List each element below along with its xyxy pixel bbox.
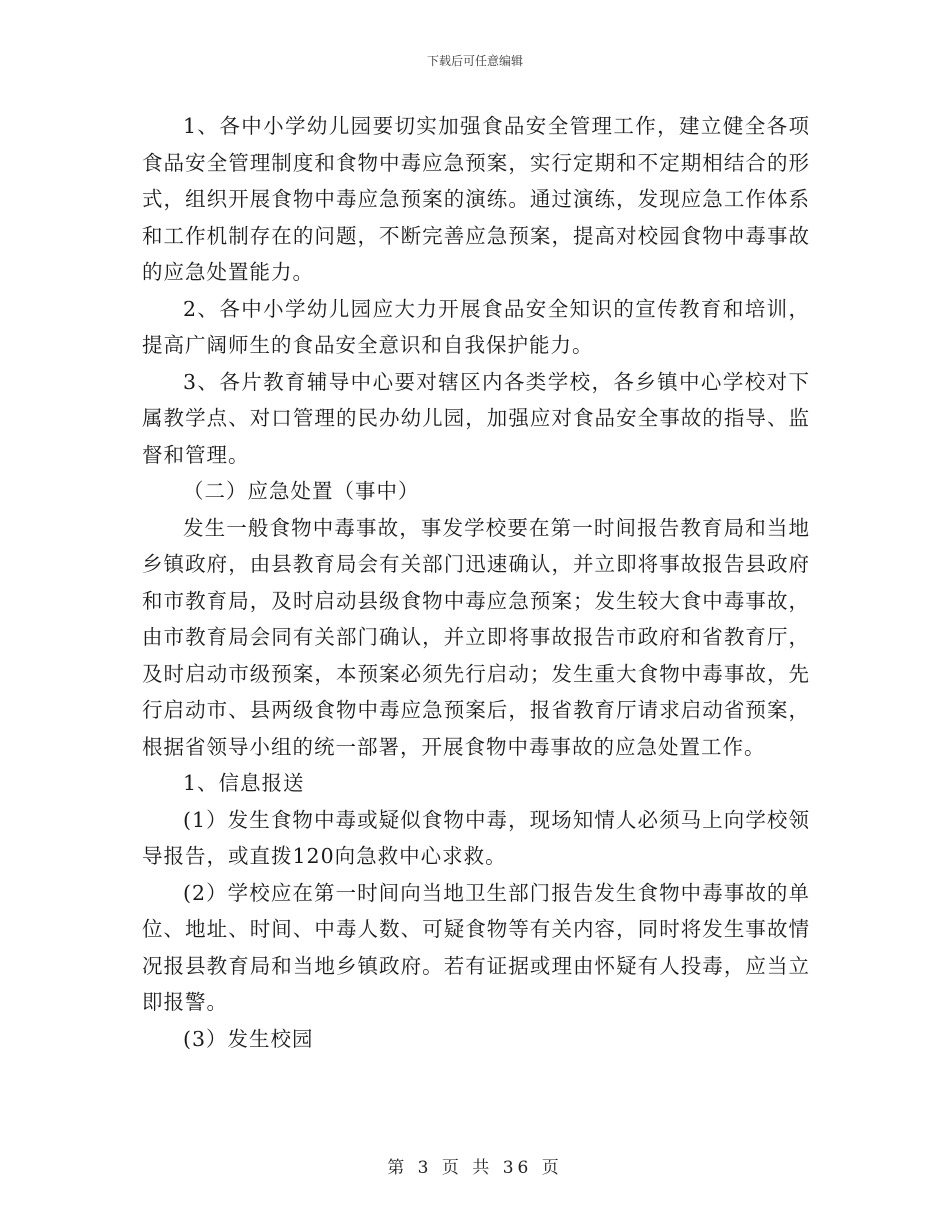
paragraph-3: 3、各片教育辅导中心要对辖区内各类学校，各乡镇中心学校对下属教学点、对口管理的民办幼儿园，加强应对食品安全事故的指导、监督和管理。 xyxy=(142,369,810,467)
paragraph-7: (3）发生校园 xyxy=(183,1026,314,1051)
subheading-info-report: 1、信息报送 xyxy=(183,771,305,795)
document-body xyxy=(142,108,810,1057)
section-heading: （二）应急处置（事中） xyxy=(183,479,420,503)
paragraph-1: 1、各中小学幼儿园要切实加强食品安全管理工作，建立健全各项食品安全管理制度和食物中毒应急预案，实行定期和不定期相结合的形式，组织开展食物中毒应急预案的演练。通过演练，发现应急工作体系和工作机制存在的问题，不断完善应急预案，提高对校园食物中毒事故的应急处置能力。 xyxy=(142,114,810,284)
paragraph-2: 2、各中小学幼儿园应大力开展食品安全知识的宣传教育和培训，提高广阔师生的食品安全意识和自我保护能力。 xyxy=(142,296,810,357)
paragraph-5: (1）发生食物中毒或疑似食物中毒，现场知情人必须马上向学校领导报告，或直拨120向急救中心求救。 xyxy=(142,807,810,868)
paragraph-4: 发生一般食物中毒事故，事发学校要在第一时间报告教育局和当地乡镇政府，由县教育局会有关部门迅速确认，并立即将事故报告县政府和市教育局，及时启动县级食物中毒应急预案；发生较大食中毒事故，由市教育局会同有关部门确认，并立即将事故报告市政府和省教育厅，及时启动市级预案，本预案必须先行启动；发生重大食物中毒事故，先行启动市、县两级食物中毒应急预案后，报省教育厅请求启动省预案，根据省领导小组的统一部署，开展食物中毒事故的应急处置工作。 xyxy=(142,515,810,759)
header-note: 下载后可任意编辑 xyxy=(426,54,523,68)
page-footer: 第 3 页 共 36 页 xyxy=(387,1158,563,1178)
paragraph-6: (2）学校应在第一时间向当地卫生部门报告发生食物中毒事故的单位、地址、时间、中毒人数、可疑食物等有关内容，同时将发生事故情况报县教育局和当地乡镇政府。若有证据或理由怀疑有人投毒，应当立即报警。 xyxy=(142,880,810,1014)
